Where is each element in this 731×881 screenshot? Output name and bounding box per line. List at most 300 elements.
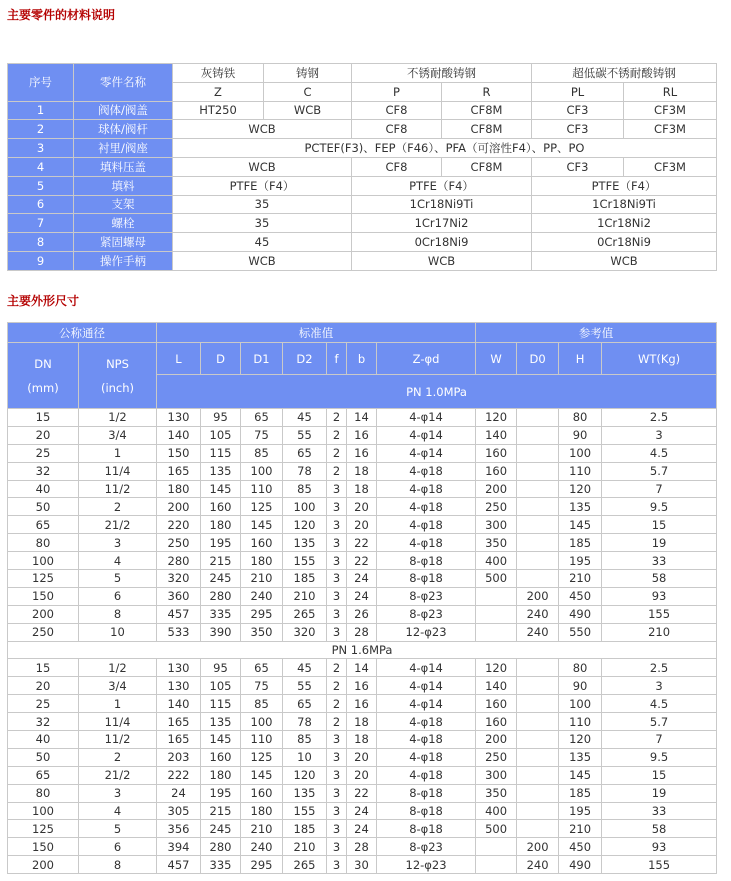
table-cell: 3 — [602, 426, 717, 444]
material-cell: 35 — [173, 195, 352, 214]
table-row — [8, 480, 717, 498]
table-cell: 16 — [347, 426, 377, 444]
table-cell: 105 — [201, 426, 241, 444]
table-cell: 160 — [201, 748, 241, 766]
material-cell: CF8M — [442, 157, 532, 176]
table-row — [8, 444, 717, 462]
table-cell: 50 — [8, 748, 79, 766]
table-cell: 240 — [241, 838, 283, 856]
part-name: 阀体/阀盖 — [74, 101, 173, 120]
table-cell: 335 — [201, 856, 241, 874]
material-cell: CF3M — [624, 101, 717, 120]
table-cell: 2 — [327, 444, 347, 462]
table-cell: 40 — [8, 731, 79, 749]
part-name: 填料 — [74, 176, 173, 195]
table-cell: 4-φ18 — [377, 766, 476, 784]
material-cell: PCTEF(F3)、FEP（F46）、PFA（可溶性F4）、PP、PO — [173, 139, 717, 158]
table-cell: 490 — [559, 856, 602, 874]
table-cell: 145 — [241, 516, 283, 534]
table-cell: 3 — [327, 552, 347, 570]
table-cell: 2 — [327, 426, 347, 444]
table-cell: 115 — [201, 444, 241, 462]
table-cell: 4-φ14 — [377, 444, 476, 462]
table-cell: 3 — [79, 534, 157, 552]
table-row — [8, 251, 717, 270]
table-cell: 320 — [157, 570, 201, 588]
table-cell: 4-φ18 — [377, 480, 476, 498]
table-cell: 210 — [241, 570, 283, 588]
table-cell — [517, 784, 559, 802]
table-row — [8, 713, 717, 731]
table-row — [8, 534, 717, 552]
row-no: 5 — [8, 176, 74, 195]
nominal-diameter-header: 公称通径 — [8, 323, 157, 343]
table-cell: 32 — [8, 462, 79, 480]
table-cell: 3 — [327, 820, 347, 838]
col-header: D2 — [283, 343, 327, 375]
table-cell: 400 — [476, 552, 517, 570]
table-cell: 4.5 — [602, 695, 717, 713]
table-cell: 3 — [327, 802, 347, 820]
table-cell: 25 — [8, 695, 79, 713]
table-cell: 245 — [201, 570, 241, 588]
table-row — [8, 695, 717, 713]
table-cell: 533 — [157, 623, 201, 641]
table-cell: 16 — [347, 444, 377, 462]
table-cell: 16 — [347, 695, 377, 713]
table-cell: 20 — [347, 766, 377, 784]
material-cell: WCB — [352, 251, 532, 270]
table-cell: 28 — [347, 838, 377, 856]
material-code: PL — [532, 82, 624, 101]
table-cell: 3 — [327, 480, 347, 498]
nps-header — [79, 343, 157, 409]
table-cell: 3 — [327, 570, 347, 588]
material-cell: CF3 — [532, 157, 624, 176]
table-cell: 4-φ18 — [377, 516, 476, 534]
table-cell: 150 — [157, 444, 201, 462]
material-cell: CF3M — [624, 120, 717, 139]
table-row — [8, 498, 717, 516]
table-row — [8, 409, 717, 427]
table-row — [8, 623, 717, 641]
table-cell: 165 — [157, 731, 201, 749]
standard-values-header: 标准值 — [157, 323, 476, 343]
table-cell — [517, 820, 559, 838]
table-cell: 85 — [241, 444, 283, 462]
dn-label: DN — [34, 356, 52, 371]
table-cell: 19 — [602, 784, 717, 802]
table-cell: 3 — [327, 587, 347, 605]
dimensions-table — [7, 322, 717, 874]
table-cell — [517, 570, 559, 588]
col-header: D — [201, 343, 241, 375]
table-cell: 10 — [283, 748, 327, 766]
table-cell: 130 — [157, 677, 201, 695]
table-cell: 40 — [8, 480, 79, 498]
table-cell: 135 — [201, 462, 241, 480]
col-header: WT(Kg) — [602, 343, 717, 375]
table-cell: 155 — [283, 802, 327, 820]
table-cell: 1 — [79, 695, 157, 713]
table-cell: 55 — [283, 426, 327, 444]
table-cell — [476, 587, 517, 605]
table-cell: 33 — [602, 802, 717, 820]
table-cell: 390 — [201, 623, 241, 641]
table-cell: 19 — [602, 534, 717, 552]
material-cell: CF8M — [442, 101, 532, 120]
table-cell: 100 — [8, 802, 79, 820]
table-cell: 2 — [327, 677, 347, 695]
table-row — [8, 838, 717, 856]
table-cell — [476, 856, 517, 874]
table-cell: 2 — [327, 659, 347, 677]
table-cell: 18 — [347, 480, 377, 498]
table-row — [8, 157, 717, 176]
table-cell: 14 — [347, 659, 377, 677]
table-row — [8, 176, 717, 195]
table-cell: 115 — [201, 695, 241, 713]
table-cell: 300 — [476, 516, 517, 534]
table-row — [8, 784, 717, 802]
table-cell: 93 — [602, 587, 717, 605]
table-row — [8, 570, 717, 588]
table-cell: 11/2 — [79, 480, 157, 498]
material-cell: 45 — [173, 233, 352, 252]
table-cell — [517, 766, 559, 784]
pn-section-header: PN 1.0MPa — [157, 375, 717, 409]
table-cell: 120 — [476, 659, 517, 677]
table-cell — [517, 534, 559, 552]
material-cell: CF3 — [532, 120, 624, 139]
table-cell: 110 — [241, 480, 283, 498]
table-cell: 150 — [8, 587, 79, 605]
table-cell: 2 — [327, 713, 347, 731]
table-cell: 58 — [602, 820, 717, 838]
table-row — [8, 120, 717, 139]
col-header-part-name: 零件名称 — [74, 64, 173, 102]
table-row — [8, 677, 717, 695]
table-cell: 3 — [79, 784, 157, 802]
table-cell: 4-φ14 — [377, 677, 476, 695]
table-cell: 350 — [476, 784, 517, 802]
table-cell: 165 — [157, 462, 201, 480]
table-cell: 215 — [201, 802, 241, 820]
material-cell: 1Cr17Ni2 — [352, 214, 532, 233]
table-cell: 8-φ18 — [377, 570, 476, 588]
table-cell: 200 — [517, 587, 559, 605]
table-cell: 2 — [79, 748, 157, 766]
table-cell: 210 — [559, 570, 602, 588]
table-cell: 145 — [241, 766, 283, 784]
table-cell: 400 — [476, 802, 517, 820]
table-cell — [517, 426, 559, 444]
material-code: RL — [624, 82, 717, 101]
table-cell: 5 — [79, 570, 157, 588]
table-row — [8, 605, 717, 623]
table-cell: 3 — [327, 623, 347, 641]
table-row — [8, 233, 717, 252]
table-row — [8, 195, 717, 214]
table-cell: 14 — [347, 409, 377, 427]
table-cell: 195 — [201, 784, 241, 802]
table-cell: 28 — [347, 623, 377, 641]
table-cell: 100 — [241, 713, 283, 731]
nps-unit: (inch) — [100, 380, 135, 395]
table-cell: 11/2 — [79, 731, 157, 749]
col-header: b — [347, 343, 377, 375]
table-cell: 33 — [602, 552, 717, 570]
table-cell — [517, 748, 559, 766]
table-cell: 6 — [79, 587, 157, 605]
material-cell: 1Cr18Ni2 — [532, 214, 717, 233]
table-cell: 135 — [201, 713, 241, 731]
table-cell — [517, 659, 559, 677]
table-cell: 11/4 — [79, 462, 157, 480]
table-cell: 100 — [283, 498, 327, 516]
table-cell: 350 — [476, 534, 517, 552]
table-cell: 95 — [201, 409, 241, 427]
table-cell: 22 — [347, 784, 377, 802]
table-cell: 3/4 — [79, 677, 157, 695]
table-cell: 4-φ14 — [377, 695, 476, 713]
table-cell: 110 — [241, 731, 283, 749]
table-cell: 185 — [559, 784, 602, 802]
table-cell: 2 — [327, 462, 347, 480]
table-cell: 250 — [476, 498, 517, 516]
col-header: D1 — [241, 343, 283, 375]
table-cell: 135 — [283, 784, 327, 802]
table-row — [8, 659, 717, 677]
table-cell: 100 — [8, 552, 79, 570]
table-cell: 4 — [79, 552, 157, 570]
table-cell: 160 — [476, 444, 517, 462]
table-cell — [517, 552, 559, 570]
table-cell: 12-φ23 — [377, 856, 476, 874]
table-cell: 335 — [201, 605, 241, 623]
table-cell: 320 — [283, 623, 327, 641]
table-cell: 125 — [8, 820, 79, 838]
table-cell: 20 — [347, 516, 377, 534]
table-cell: 2 — [327, 695, 347, 713]
pn-section-header: PN 1.6MPa — [8, 641, 717, 659]
table-cell: 1/2 — [79, 409, 157, 427]
table-cell: 160 — [241, 784, 283, 802]
table-row — [8, 587, 717, 605]
part-name: 支架 — [74, 195, 173, 214]
table-cell: 9.5 — [602, 498, 717, 516]
table-cell: 457 — [157, 605, 201, 623]
table-cell: 9.5 — [602, 748, 717, 766]
table-cell: 80 — [559, 409, 602, 427]
materials-table — [7, 63, 717, 271]
table-cell: 245 — [201, 820, 241, 838]
col-header: W — [476, 343, 517, 375]
table-cell: 8-φ18 — [377, 820, 476, 838]
table-cell: 155 — [283, 552, 327, 570]
table-cell: 2 — [327, 409, 347, 427]
table-cell: 3 — [327, 516, 347, 534]
part-name: 紧固螺母 — [74, 233, 173, 252]
table-cell — [517, 516, 559, 534]
material-cell: 1Cr18Ni9Ti — [532, 195, 717, 214]
table-cell: 3 — [327, 605, 347, 623]
table-cell: 125 — [8, 570, 79, 588]
table-cell: 8-φ23 — [377, 838, 476, 856]
table-cell: 45 — [283, 409, 327, 427]
material-cell: CF3M — [624, 157, 717, 176]
table-cell: 145 — [559, 516, 602, 534]
table-cell: 120 — [476, 409, 517, 427]
table-cell: 120 — [559, 731, 602, 749]
material-cell: CF8 — [352, 157, 442, 176]
table-cell: 220 — [157, 516, 201, 534]
table-cell: 4-φ18 — [377, 713, 476, 731]
material-cell: 35 — [173, 214, 352, 233]
table-cell: 20 — [8, 677, 79, 695]
col-header: L — [157, 343, 201, 375]
table-row — [8, 426, 717, 444]
table-cell: 3 — [327, 498, 347, 516]
table-cell: 195 — [559, 802, 602, 820]
table-cell: 125 — [241, 498, 283, 516]
row-no: 4 — [8, 157, 74, 176]
table-cell: 457 — [157, 856, 201, 874]
table-cell: 150 — [8, 838, 79, 856]
table-cell: 80 — [559, 659, 602, 677]
table-cell: 165 — [157, 713, 201, 731]
part-name: 衬里/阀座 — [74, 139, 173, 158]
material-cell: PTFE（F4） — [352, 176, 532, 195]
table-cell: 24 — [347, 570, 377, 588]
table-cell: 75 — [241, 426, 283, 444]
table-cell: 18 — [347, 462, 377, 480]
material-group-header: 灰铸铁 — [173, 64, 264, 83]
table-cell: 45 — [283, 659, 327, 677]
table-cell: 240 — [517, 605, 559, 623]
table-cell: 450 — [559, 587, 602, 605]
table-cell: 4-φ14 — [377, 426, 476, 444]
part-name: 操作手柄 — [74, 251, 173, 270]
table-cell: 180 — [157, 480, 201, 498]
table-cell: 250 — [476, 748, 517, 766]
table-cell: 120 — [559, 480, 602, 498]
col-header: H — [559, 343, 602, 375]
table-row — [8, 101, 717, 120]
table-row — [8, 802, 717, 820]
table-cell: 4-φ18 — [377, 748, 476, 766]
nps-label: NPS — [106, 356, 129, 371]
table-cell: 305 — [157, 802, 201, 820]
material-group-header: 不锈耐酸铸钢 — [352, 64, 532, 83]
table-cell: 65 — [283, 444, 327, 462]
material-cell: CF8 — [352, 101, 442, 120]
col-header-no: 序号 — [8, 64, 74, 102]
table-cell: 18 — [347, 713, 377, 731]
col-header: f — [327, 343, 347, 375]
table-cell: 32 — [8, 713, 79, 731]
table-cell — [517, 695, 559, 713]
row-no: 1 — [8, 101, 74, 120]
table-cell: 5 — [79, 820, 157, 838]
table-cell: 100 — [559, 695, 602, 713]
material-code: C — [264, 82, 352, 101]
table-cell: 140 — [476, 426, 517, 444]
table-cell: 78 — [283, 713, 327, 731]
row-no: 8 — [8, 233, 74, 252]
material-cell: CF8 — [352, 120, 442, 139]
table-cell: 120 — [283, 516, 327, 534]
table-cell: 105 — [201, 677, 241, 695]
table-cell: 20 — [8, 426, 79, 444]
table-cell: 155 — [602, 856, 717, 874]
table-cell: 22 — [347, 534, 377, 552]
table-cell: 200 — [517, 838, 559, 856]
table-cell: 295 — [241, 856, 283, 874]
material-code: R — [442, 82, 532, 101]
table-cell: 210 — [602, 623, 717, 641]
table-cell: 50 — [8, 498, 79, 516]
table-cell: 210 — [559, 820, 602, 838]
material-group-header: 铸钢 — [264, 64, 352, 83]
table-cell: 200 — [8, 605, 79, 623]
row-no: 6 — [8, 195, 74, 214]
table-cell — [476, 605, 517, 623]
table-cell: 160 — [476, 695, 517, 713]
table-cell: 195 — [201, 534, 241, 552]
table-cell: 160 — [241, 534, 283, 552]
table-cell: 4-φ18 — [377, 534, 476, 552]
table-cell — [517, 731, 559, 749]
table-cell: 180 — [201, 516, 241, 534]
table-cell: 65 — [241, 659, 283, 677]
table-cell: 356 — [157, 820, 201, 838]
table-cell — [517, 498, 559, 516]
table-cell — [517, 409, 559, 427]
table-cell: 185 — [283, 820, 327, 838]
material-cell: CF3 — [532, 101, 624, 120]
table-cell: 135 — [559, 498, 602, 516]
table-cell: 210 — [283, 838, 327, 856]
table-cell — [517, 462, 559, 480]
material-group-header: 超低碳不锈耐酸铸钢 — [532, 64, 717, 83]
table-cell: 18 — [347, 731, 377, 749]
material-cell: 1Cr18Ni9Ti — [352, 195, 532, 214]
table-cell: 20 — [347, 748, 377, 766]
table-cell: 145 — [201, 731, 241, 749]
table-cell: 550 — [559, 623, 602, 641]
table-cell: 500 — [476, 820, 517, 838]
table-cell: 4-φ18 — [377, 462, 476, 480]
table-cell: 30 — [347, 856, 377, 874]
table-cell: 24 — [157, 784, 201, 802]
material-cell: WCB — [532, 251, 717, 270]
table-cell: 120 — [283, 766, 327, 784]
table-cell: 20 — [347, 498, 377, 516]
table-cell: 16 — [347, 677, 377, 695]
table-row — [8, 748, 717, 766]
table-row — [8, 552, 717, 570]
table-cell — [517, 480, 559, 498]
table-cell: 15 — [8, 409, 79, 427]
table-cell: 15 — [602, 766, 717, 784]
table-row — [8, 731, 717, 749]
material-cell: HT250 — [173, 101, 264, 120]
table-cell: 215 — [201, 552, 241, 570]
table-cell: 280 — [157, 552, 201, 570]
table-cell: 2 — [79, 498, 157, 516]
col-header: D0 — [517, 343, 559, 375]
